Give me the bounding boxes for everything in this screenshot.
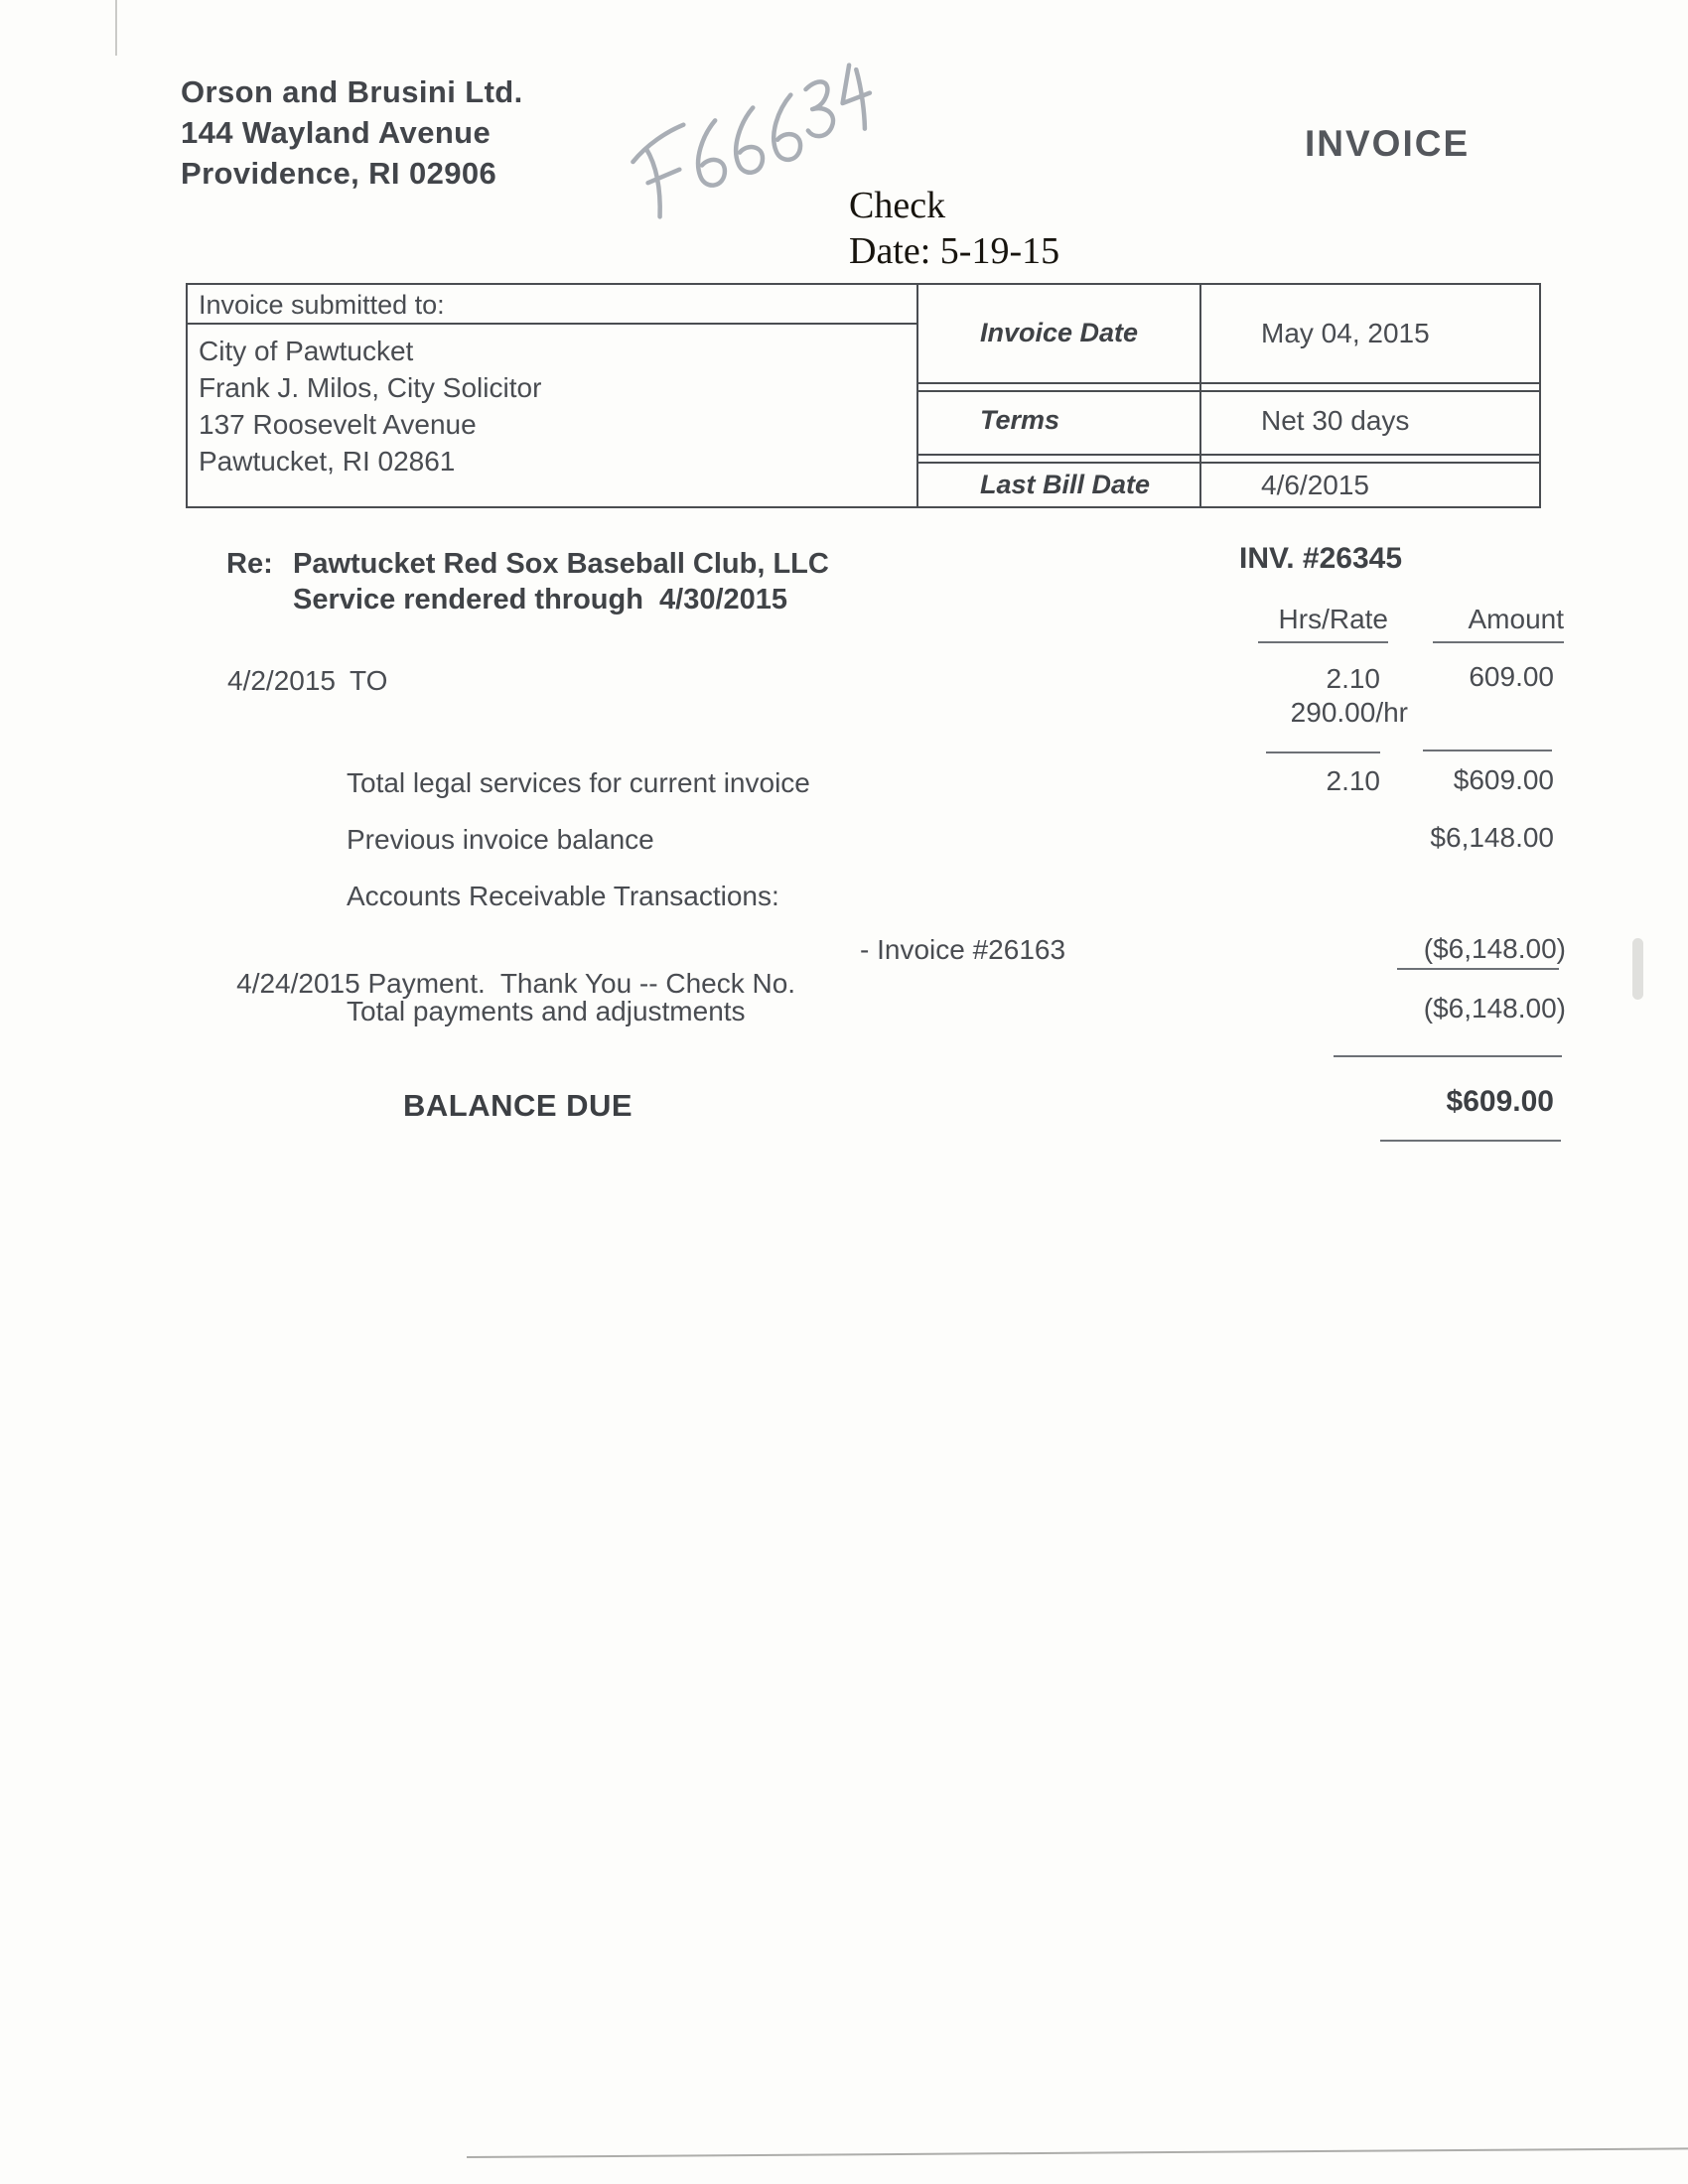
scan-artifact-smudge — [1632, 938, 1643, 1000]
recipient-city: Pawtucket, RI 02861 — [199, 446, 456, 477]
hours-subtotal-rule — [1266, 751, 1380, 753]
re-client-name: Pawtucket Red Sox Baseball Club, LLC — [293, 548, 829, 580]
check-date-stamp-line1: Check — [849, 185, 946, 226]
payment-description: Payment. Thank You -- Check No. — [367, 968, 796, 999]
submitted-to-separator — [188, 323, 916, 325]
invoice-title: INVOICE — [1305, 123, 1471, 164]
total-legal-services-amount: $609.00 — [1453, 764, 1554, 795]
meta-column-divider — [1199, 285, 1201, 506]
recipient-address-block — [199, 333, 541, 479]
invoice-meta-table — [918, 283, 1541, 508]
meta-label-terms: Terms — [980, 405, 1060, 435]
balance-due-label: BALANCE DUE — [403, 1088, 633, 1123]
total-payments-amount: ($6,148.00) — [1423, 993, 1566, 1024]
balance-due-bottom-rule — [1380, 1140, 1561, 1142]
amount-subtotal-rule — [1423, 750, 1552, 751]
meta-row-separator — [918, 454, 1539, 456]
submitted-to-label: Invoice submitted to: — [199, 290, 445, 320]
meta-row-separator — [918, 390, 1539, 392]
sender-name: Orson and Brusini Ltd. — [181, 74, 523, 109]
payment-reference: - Invoice #26163 — [860, 934, 1066, 965]
meta-value-invoice-date: May 04, 2015 — [1261, 318, 1430, 348]
recipient-name: City of Pawtucket — [199, 336, 414, 366]
sender-address-line2: Providence, RI 02906 — [181, 156, 497, 191]
service-hours: 2.10 — [1326, 663, 1380, 694]
service-date: 4/2/2015 — [227, 665, 336, 696]
column-header-hrs-rate: Hrs/Rate — [1258, 604, 1388, 643]
check-date-stamp — [849, 183, 1059, 274]
previous-balance-label: Previous invoice balance — [347, 824, 654, 855]
meta-row-separator — [918, 462, 1539, 464]
submitted-to-box — [186, 283, 918, 508]
invoice-number: INV. #26345 — [1239, 542, 1403, 575]
service-amount: 609.00 — [1469, 661, 1554, 692]
sender-address-line1: 144 Wayland Avenue — [181, 115, 492, 150]
recipient-street: 137 Roosevelt Avenue — [199, 409, 477, 440]
scan-artifact-tick — [115, 0, 117, 56]
service-row-date-code — [227, 665, 387, 697]
sender-block — [181, 71, 523, 194]
service-rate: 290.00/hr — [1290, 697, 1408, 728]
service-code: TO — [350, 665, 388, 696]
meta-value-last-bill-date: 4/6/2015 — [1261, 470, 1369, 500]
re-label: Re: — [226, 548, 273, 580]
payment-date: 4/24/2015 — [236, 968, 360, 999]
scan-artifact-line — [467, 2147, 1688, 2158]
meta-value-terms: Net 30 days — [1261, 405, 1410, 436]
recipient-contact: Frank J. Milos, City Solicitor — [199, 372, 542, 403]
total-legal-services-hours: 2.10 — [1326, 765, 1380, 796]
total-legal-services-label: Total legal services for current invoice — [347, 767, 810, 798]
balance-due-amount: $609.00 — [1446, 1085, 1554, 1118]
column-header-amount: Amount — [1433, 604, 1564, 643]
check-date-stamp-line2: Date: 5-19-15 — [849, 230, 1060, 272]
balance-due-top-rule — [1334, 1055, 1562, 1057]
meta-label-last-bill-date: Last Bill Date — [980, 470, 1151, 499]
meta-row-separator — [918, 382, 1539, 384]
ar-transactions-label: Accounts Receivable Transactions: — [347, 881, 779, 911]
payments-subtotal-rule — [1397, 968, 1559, 970]
payment-amount: ($6,148.00) — [1423, 933, 1566, 964]
previous-balance-amount: $6,148.00 — [1430, 822, 1554, 853]
re-service-period: Service rendered through 4/30/2015 — [293, 584, 788, 615]
total-payments-label: Total payments and adjustments — [347, 996, 746, 1026]
meta-label-invoice-date: Invoice Date — [980, 318, 1139, 347]
